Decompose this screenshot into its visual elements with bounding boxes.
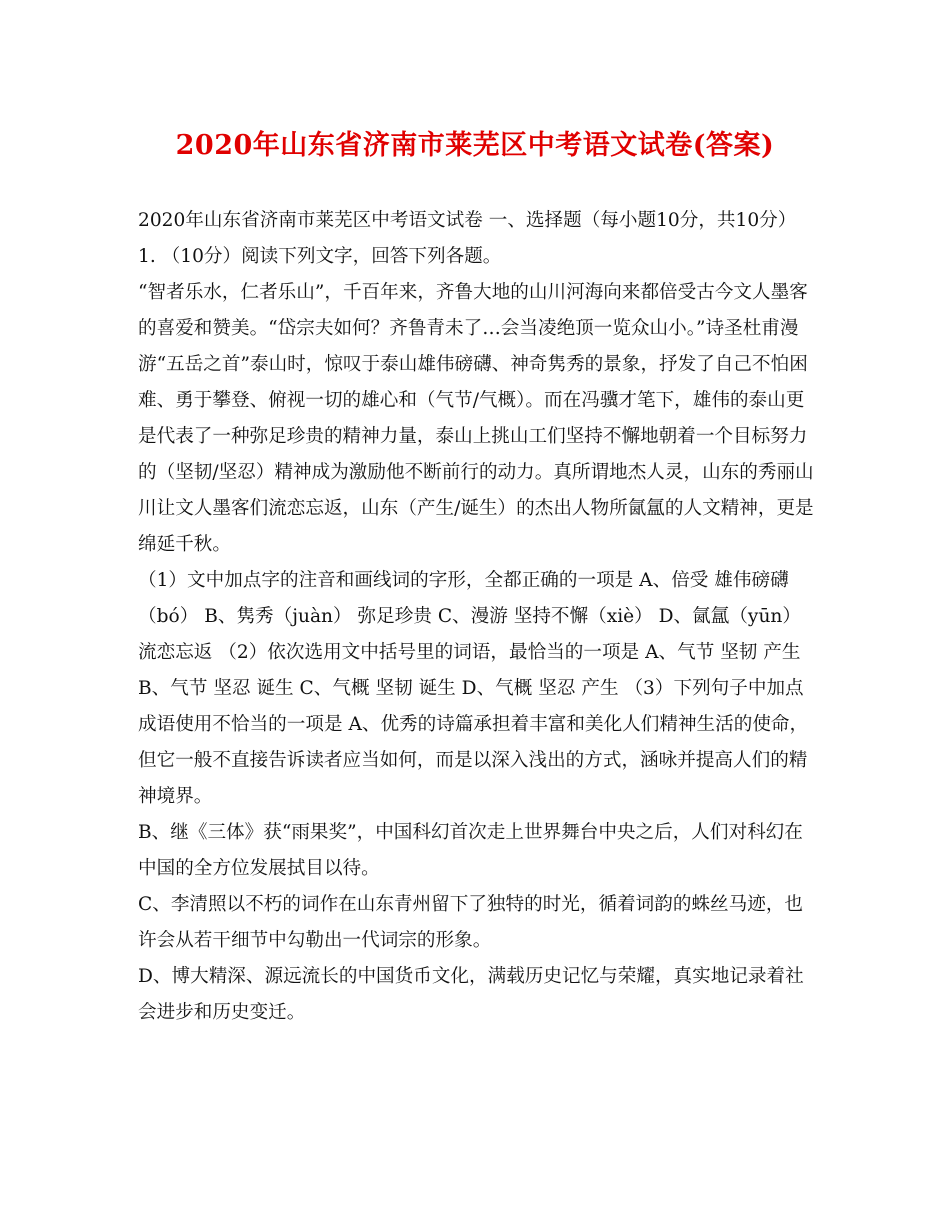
paragraph-option-c: C、李清照以不朽的词作在山东青州留下了独特的时光，循着词韵的蛛丝马迹，也许会从若干细节中勾勒出一代词宗的形象。 xyxy=(138,894,804,951)
paragraph-option-d: D、博大精深、源远流长的中国货币文化，满载历史记忆与荣耀，真实地记录着社会进步和历史变迁。 xyxy=(138,966,804,1023)
document-body xyxy=(138,203,818,1031)
paragraph-questions: （1）文中加点字的注音和画线词的字形，全都正确的一项是 A、倍受 雄伟磅礴（bó） B、隽秀（juàn） 弥足珍贵 C、漫游 坚持不懈（xiè） D、氤氲（yūn） 流恋忘返 （2）依次选用文中括号里的词语，最恰当的一项是 A、气节 坚韧 产生 B、气节 坚忍 诞生 C、气概 坚韧 诞生 D、气概 坚忍 产生 （3）下列句子中加点成语使用不恰当的一项是 A、优秀的诗篇承担着丰富和美化人们精神生活的使命，但它一般不直接告诉读者应当如何，而是以深入浅出的方式，涵咏并提高人们的精神境界。 xyxy=(138,570,809,807)
paragraph-intro: 2020年山东省济南市莱芜区中考语文试卷 一、选择题（每小题10分，共10分） 1. （10分）阅读下列文字，回答下列各题。 xyxy=(138,210,797,267)
document-title: 2020年山东省济南市莱芜区中考语文试卷(答案) xyxy=(175,130,775,161)
paragraph-option-b: B、继《三体》获“雨果奖”，中国科幻首次走上世界舞台中央之后，人们对科幻在中国的全方位发展拭目以待。 xyxy=(138,822,803,879)
paragraph-passage: “智者乐水，仁者乐山”，千百年来，齐鲁大地的山川河海向来都倍受古今文人墨客的喜爱和赞美。“岱宗夫如何？齐鲁青未了…会当凌绝顶一览众山小。”诗圣杜甫漫游“五岳之首”泰山时，惊叹于泰山雄伟磅礴、神奇隽秀的景象，抒发了自己不怕困难、勇于攀登、俯视一切的雄心和（气节/气概）。而在冯骥才笔下，雄伟的泰山更是代表了一种弥足珍贵的精神力量，泰山上挑山工们坚持不懈地朝着一个目标努力的（坚韧/坚忍）精神成为激励他不断前行的动力。真所谓地杰人灵，山东的秀丽山川让文人墨客们流恋忘返，山东（产生/诞生）的杰出人物所氤氲的人文精神，更是绵延千秋。 xyxy=(138,282,814,555)
